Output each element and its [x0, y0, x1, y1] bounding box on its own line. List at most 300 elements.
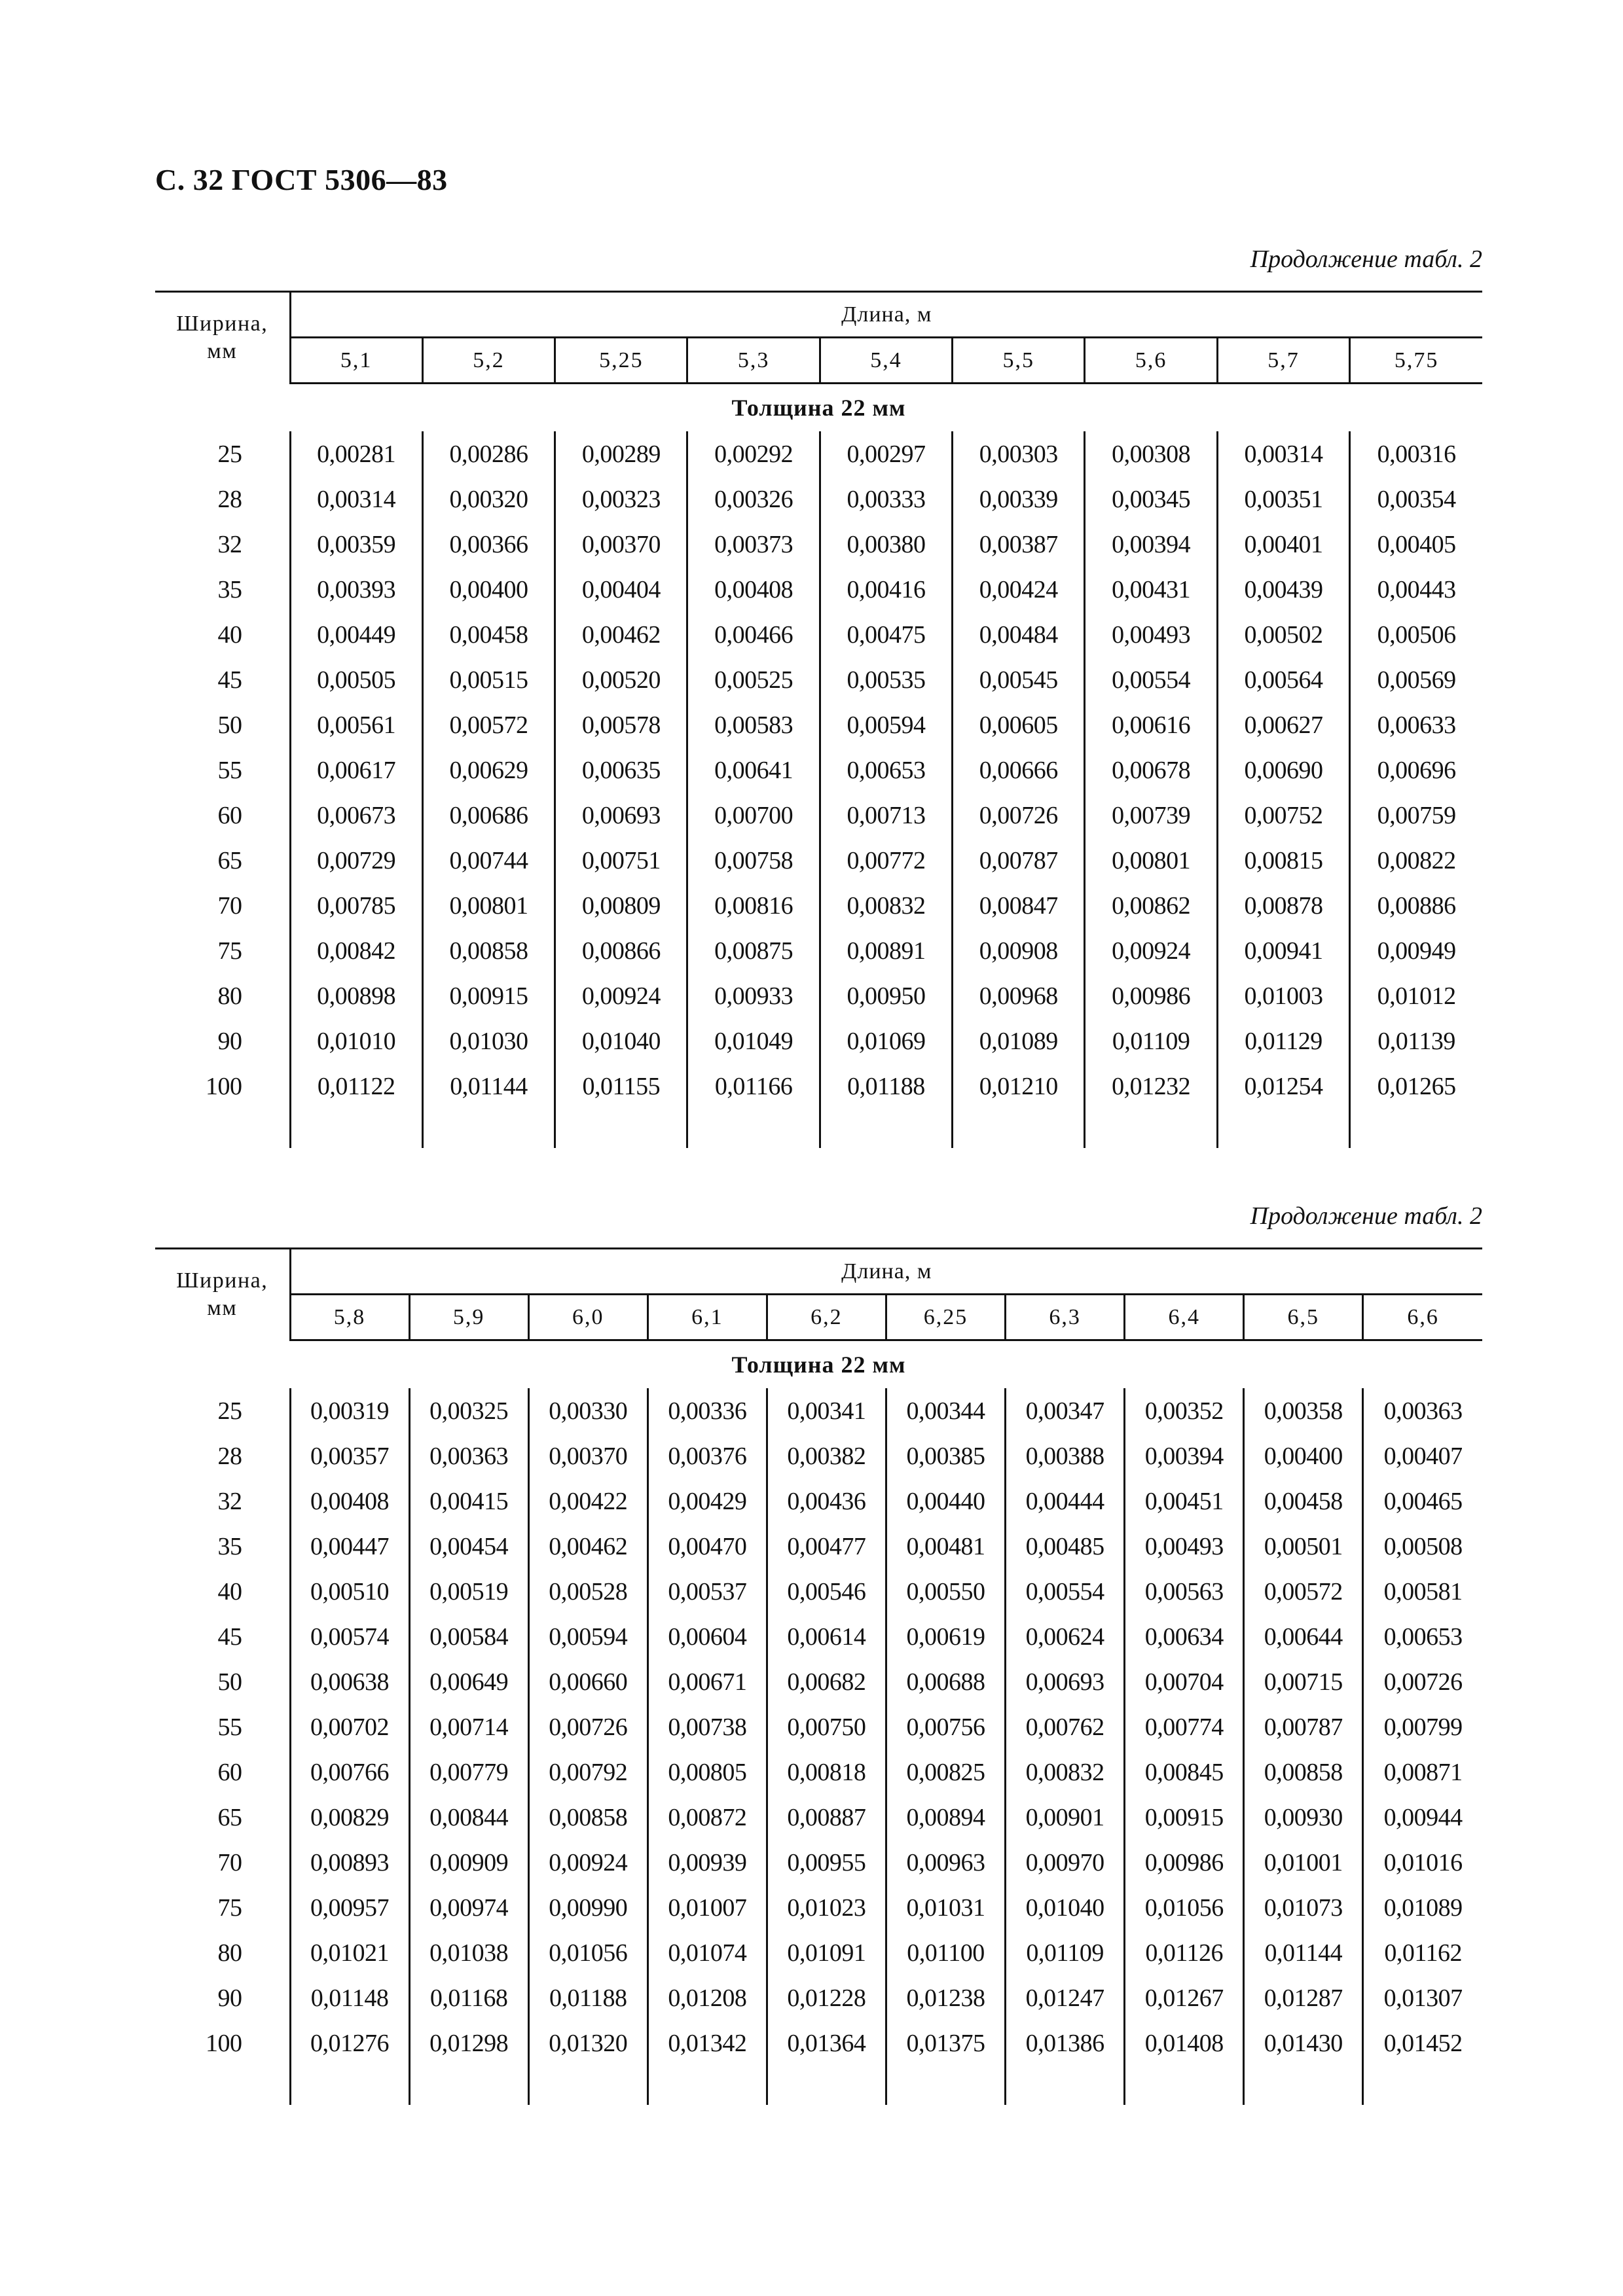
volume-cell: 0,01162 [1363, 1930, 1482, 1975]
volume-cell: 0,01040 [555, 1018, 687, 1064]
volume-cell: 0,00875 [687, 928, 820, 973]
volume-cell: 0,01012 [1350, 973, 1482, 1018]
volume-cell: 0,01010 [290, 1018, 422, 1064]
width-cell: 100 [206, 1072, 242, 1100]
volume-cell: 0,00394 [1125, 1433, 1244, 1479]
volume-cell: 0,01320 [528, 2020, 647, 2066]
volume-cell: 0,01003 [1217, 973, 1349, 1018]
volume-cell: 0,01375 [886, 2020, 1005, 2066]
volume-cell: 0,00858 [422, 928, 555, 973]
width-cell: 32 [217, 530, 242, 558]
volume-cell: 0,01232 [1085, 1064, 1217, 1109]
thickness-label: Толщина 22 мм [731, 395, 906, 421]
table-row [155, 657, 1482, 702]
volume-cell: 0,00702 [290, 1704, 409, 1749]
width-cell: 70 [217, 891, 242, 920]
length-header-cell: 6,1 [647, 1295, 767, 1340]
table-row [155, 747, 1482, 793]
length-column-group-header: Длина, м [290, 292, 1482, 338]
volume-cell: 0,00866 [555, 928, 687, 973]
volume-cell: 0,01247 [1006, 1975, 1125, 2020]
volume-cell: 0,00799 [1363, 1704, 1482, 1749]
volume-cell: 0,00696 [1350, 747, 1482, 793]
volume-cell: 0,00818 [767, 1749, 886, 1795]
volume-cell: 0,00792 [528, 1749, 647, 1795]
volume-cell: 0,00408 [687, 567, 820, 612]
volume-cell: 0,00416 [820, 567, 952, 612]
table-row [155, 793, 1482, 838]
table-row [155, 1018, 1482, 1064]
length-header-cell: 5,5 [953, 338, 1085, 384]
thickness-row [155, 1340, 1482, 1389]
volume-cell: 0,00424 [953, 567, 1085, 612]
volume-cell: 0,00990 [528, 1885, 647, 1930]
volume-cell: 0,00449 [290, 612, 422, 657]
volume-cell: 0,01144 [1244, 1930, 1363, 1975]
volume-cell: 0,00729 [290, 838, 422, 883]
volume-cell: 0,00352 [1125, 1388, 1244, 1433]
table-row [155, 1569, 1482, 1614]
length-header-cell: 5,2 [422, 338, 555, 384]
volume-cell: 0,00475 [820, 612, 952, 657]
volume-cell: 0,00653 [1363, 1614, 1482, 1659]
volume-cell: 0,00344 [886, 1388, 1005, 1433]
volume-cell: 0,00431 [1085, 567, 1217, 612]
padding-cell [1350, 1109, 1482, 1148]
table-row [155, 1388, 1482, 1433]
length-header-cell: 5,75 [1350, 338, 1482, 384]
volume-cell: 0,00930 [1244, 1795, 1363, 1840]
volume-cell: 0,00370 [528, 1433, 647, 1479]
volume-cell: 0,00908 [953, 928, 1085, 973]
volume-cell: 0,00968 [953, 973, 1085, 1018]
table-row [155, 1930, 1482, 1975]
volume-cell: 0,00292 [687, 431, 820, 476]
width-cell: 90 [217, 1984, 242, 2012]
volume-cell: 0,00286 [422, 431, 555, 476]
length-header-cell: 6,25 [886, 1295, 1005, 1340]
volume-cell: 0,00320 [422, 476, 555, 522]
length-header-cell: 6,0 [528, 1295, 647, 1340]
volume-cell: 0,00939 [647, 1840, 767, 1885]
volume-cell: 0,00439 [1217, 567, 1349, 612]
width-cell: 50 [217, 711, 242, 739]
volume-cell: 0,01166 [687, 1064, 820, 1109]
volume-cell: 0,00594 [528, 1614, 647, 1659]
volume-cell: 0,01021 [290, 1930, 409, 1975]
volume-cell: 0,00688 [886, 1659, 1005, 1704]
volume-cell: 0,00673 [290, 793, 422, 838]
volume-cell: 0,00388 [1006, 1433, 1125, 1479]
volume-cell: 0,00847 [953, 883, 1085, 928]
table-row [155, 1479, 1482, 1524]
length-header-cell: 5,7 [1217, 338, 1349, 384]
volume-cell: 0,00429 [647, 1479, 767, 1524]
table-row [155, 431, 1482, 476]
volume-cell: 0,01030 [422, 1018, 555, 1064]
volume-cell: 0,00641 [687, 747, 820, 793]
padding-cell [953, 1109, 1085, 1148]
volume-cell: 0,00862 [1085, 883, 1217, 928]
width-cell: 45 [217, 666, 242, 694]
volume-cell: 0,00537 [647, 1569, 767, 1614]
volume-cell: 0,00319 [290, 1388, 409, 1433]
volume-cell: 0,00915 [1125, 1795, 1244, 1840]
volume-cell: 0,00415 [409, 1479, 528, 1524]
width-cell: 40 [217, 1577, 242, 1605]
volume-cell: 0,00436 [767, 1479, 886, 1524]
volume-cell: 0,00440 [886, 1479, 1005, 1524]
volume-cell: 0,00501 [1244, 1524, 1363, 1569]
volume-cell: 0,00627 [1217, 702, 1349, 747]
volume-cell: 0,01386 [1006, 2020, 1125, 2066]
volume-cell: 0,01001 [1244, 1840, 1363, 1885]
volume-cell: 0,01031 [886, 1885, 1005, 1930]
width-cell: 75 [217, 1893, 242, 1922]
volume-cell: 0,00525 [687, 657, 820, 702]
volume-cell: 0,00564 [1217, 657, 1349, 702]
volume-cell: 0,00323 [555, 476, 687, 522]
volume-cell: 0,00726 [953, 793, 1085, 838]
volume-cell: 0,00629 [422, 747, 555, 793]
volume-cell: 0,00787 [1244, 1704, 1363, 1749]
volume-cell: 0,00407 [1363, 1433, 1482, 1479]
table-row [155, 973, 1482, 1018]
volume-cell: 0,00633 [1350, 702, 1482, 747]
volume-cell: 0,00574 [290, 1614, 409, 1659]
length-header-cell: 5,1 [290, 338, 422, 384]
volume-cell: 0,00289 [555, 431, 687, 476]
table-row [155, 1433, 1482, 1479]
table-row [155, 476, 1482, 522]
volume-cell: 0,00351 [1217, 476, 1349, 522]
volume-cell: 0,00447 [290, 1524, 409, 1569]
volume-cell: 0,00700 [687, 793, 820, 838]
width-column-header: Ширина, мм [155, 292, 290, 384]
volume-cell: 0,00477 [767, 1524, 886, 1569]
length-header-cell: 6,5 [1244, 1295, 1363, 1340]
volume-cell: 0,00924 [1085, 928, 1217, 973]
volume-cell: 0,00462 [555, 612, 687, 657]
volume-cell: 0,00944 [1363, 1795, 1482, 1840]
volume-cell: 0,00715 [1244, 1659, 1363, 1704]
weight-table-1 [155, 291, 1482, 1148]
volume-cell: 0,00443 [1350, 567, 1482, 612]
table-row [155, 1704, 1482, 1749]
volume-cell: 0,01038 [409, 1930, 528, 1975]
volume-cell: 0,00774 [1125, 1704, 1244, 1749]
table-row [155, 702, 1482, 747]
volume-cell: 0,00376 [647, 1433, 767, 1479]
volume-cell: 0,00393 [290, 567, 422, 612]
volume-cell: 0,00619 [886, 1614, 1005, 1659]
volume-cell: 0,00485 [1006, 1524, 1125, 1569]
volume-cell: 0,00758 [687, 838, 820, 883]
volume-cell: 0,00506 [1350, 612, 1482, 657]
volume-cell: 0,01122 [290, 1064, 422, 1109]
volume-cell: 0,01056 [528, 1930, 647, 1975]
volume-cell: 0,00370 [555, 522, 687, 567]
table-row [155, 1840, 1482, 1885]
thickness-row [155, 384, 1482, 432]
volume-cell: 0,00714 [409, 1704, 528, 1749]
volume-cell: 0,01298 [409, 2020, 528, 2066]
width-cell: 35 [217, 1532, 242, 1560]
volume-cell: 0,00563 [1125, 1569, 1244, 1614]
volume-cell: 0,00829 [290, 1795, 409, 1840]
volume-cell: 0,00387 [953, 522, 1085, 567]
volume-cell: 0,01155 [555, 1064, 687, 1109]
volume-cell: 0,00333 [820, 476, 952, 522]
length-values-row [155, 1295, 1482, 1340]
table-row [155, 1064, 1482, 1109]
length-header-cell: 6,3 [1006, 1295, 1125, 1340]
width-cell: 28 [217, 1442, 242, 1470]
width-cell: 32 [217, 1487, 242, 1515]
volume-cell: 0,00366 [422, 522, 555, 567]
length-header-cell: 5,3 [687, 338, 820, 384]
volume-cell: 0,01023 [767, 1885, 886, 1930]
volume-cell: 0,00832 [1006, 1749, 1125, 1795]
table-row [155, 1795, 1482, 1840]
volume-cell: 0,00616 [1085, 702, 1217, 747]
volume-cell: 0,00726 [1363, 1659, 1482, 1704]
volume-cell: 0,00583 [687, 702, 820, 747]
volume-cell: 0,01139 [1350, 1018, 1482, 1064]
table-row [155, 1975, 1482, 2020]
volume-cell: 0,00373 [687, 522, 820, 567]
volume-cell: 0,00766 [290, 1749, 409, 1795]
volume-cell: 0,00550 [886, 1569, 1005, 1614]
volume-cell: 0,00924 [528, 1840, 647, 1885]
width-cell: 75 [217, 937, 242, 965]
header-row [155, 1249, 1482, 1295]
volume-cell: 0,00363 [409, 1433, 528, 1479]
volume-cell: 0,01267 [1125, 1975, 1244, 2020]
volume-cell: 0,01307 [1363, 1975, 1482, 2020]
table-row [155, 1749, 1482, 1795]
volume-cell: 0,00354 [1350, 476, 1482, 522]
width-cell: 70 [217, 1848, 242, 1876]
table-bottom-padding [155, 2066, 1482, 2105]
table-row [155, 612, 1482, 657]
volume-cell: 0,01287 [1244, 1975, 1363, 2020]
volume-cell: 0,00394 [1085, 522, 1217, 567]
width-cell: 28 [217, 485, 242, 513]
volume-cell: 0,00750 [767, 1704, 886, 1749]
width-cell: 65 [217, 846, 242, 874]
volume-cell: 0,00330 [528, 1388, 647, 1433]
table-row [155, 2020, 1482, 2066]
volume-cell: 0,00451 [1125, 1479, 1244, 1524]
length-header-cell: 6,6 [1363, 1295, 1482, 1340]
volume-cell: 0,00801 [1085, 838, 1217, 883]
volume-cell: 0,00380 [820, 522, 952, 567]
volume-cell: 0,01210 [953, 1064, 1085, 1109]
table-row [155, 1524, 1482, 1569]
volume-cell: 0,00693 [555, 793, 687, 838]
volume-cell: 0,01228 [767, 1975, 886, 2020]
padding-cell [1244, 2066, 1363, 2105]
table-bottom-padding [155, 1109, 1482, 1148]
volume-cell: 0,00520 [555, 657, 687, 702]
volume-cell: 0,00693 [1006, 1659, 1125, 1704]
width-cell: 55 [217, 756, 242, 784]
volume-cell: 0,00535 [820, 657, 952, 702]
volume-cell: 0,00385 [886, 1433, 1005, 1479]
volume-cell: 0,00756 [886, 1704, 1005, 1749]
volume-cell: 0,00546 [767, 1569, 886, 1614]
volume-cell: 0,01109 [1006, 1930, 1125, 1975]
volume-cell: 0,00894 [886, 1795, 1005, 1840]
padding-cell [687, 1109, 820, 1148]
volume-cell: 0,00891 [820, 928, 952, 973]
header-row [155, 292, 1482, 338]
volume-cell: 0,01364 [767, 2020, 886, 2066]
table-row [155, 567, 1482, 612]
volume-cell: 0,01144 [422, 1064, 555, 1109]
length-header-cell: 6,4 [1125, 1295, 1244, 1340]
volume-cell: 0,00454 [409, 1524, 528, 1569]
volume-cell: 0,00572 [1244, 1569, 1363, 1614]
padding-cell [290, 2066, 409, 2105]
volume-cell: 0,00752 [1217, 793, 1349, 838]
volume-cell: 0,00528 [528, 1569, 647, 1614]
volume-cell: 0,01100 [886, 1930, 1005, 1975]
volume-cell: 0,00949 [1350, 928, 1482, 973]
volume-cell: 0,00739 [1085, 793, 1217, 838]
volume-cell: 0,00963 [886, 1840, 1005, 1885]
table-row [155, 883, 1482, 928]
volume-cell: 0,00359 [290, 522, 422, 567]
volume-cell: 0,01126 [1125, 1930, 1244, 1975]
volume-cell: 0,00955 [767, 1840, 886, 1885]
padding-cell [1217, 1109, 1349, 1148]
volume-cell: 0,00363 [1363, 1388, 1482, 1433]
padding-cell [555, 1109, 687, 1148]
volume-cell: 0,00690 [1217, 747, 1349, 793]
volume-cell: 0,00671 [647, 1659, 767, 1704]
volume-cell: 0,00872 [647, 1795, 767, 1840]
width-cell: 35 [217, 575, 242, 603]
width-cell: 60 [217, 1758, 242, 1786]
volume-cell: 0,00326 [687, 476, 820, 522]
table-row [155, 1659, 1482, 1704]
volume-cell: 0,00341 [767, 1388, 886, 1433]
padding-cell [1363, 2066, 1482, 2105]
volume-cell: 0,00605 [953, 702, 1085, 747]
volume-cell: 0,00405 [1350, 522, 1482, 567]
volume-cell: 0,00594 [820, 702, 952, 747]
volume-cell: 0,00444 [1006, 1479, 1125, 1524]
volume-cell: 0,00316 [1350, 431, 1482, 476]
length-header-cell: 6,2 [767, 1295, 886, 1340]
volume-cell: 0,00822 [1350, 838, 1482, 883]
volume-cell: 0,00624 [1006, 1614, 1125, 1659]
volume-cell: 0,01452 [1363, 2020, 1482, 2066]
volume-cell: 0,00809 [555, 883, 687, 928]
volume-cell: 0,00635 [555, 747, 687, 793]
volume-cell: 0,00493 [1125, 1524, 1244, 1569]
padding-cell [528, 2066, 647, 2105]
length-header-cell: 5,4 [820, 338, 952, 384]
volume-cell: 0,00358 [1244, 1388, 1363, 1433]
volume-cell: 0,00357 [290, 1433, 409, 1479]
volume-cell: 0,00336 [647, 1388, 767, 1433]
volume-cell: 0,01056 [1125, 1885, 1244, 1930]
table-row [155, 522, 1482, 567]
volume-cell: 0,00801 [422, 883, 555, 928]
thickness-label: Толщина 22 мм [731, 1352, 906, 1378]
volume-cell: 0,01069 [820, 1018, 952, 1064]
volume-cell: 0,00515 [422, 657, 555, 702]
volume-cell: 0,00909 [409, 1840, 528, 1885]
volume-cell: 0,01265 [1350, 1064, 1482, 1109]
volume-cell: 0,00481 [886, 1524, 1005, 1569]
volume-cell: 0,00886 [1350, 883, 1482, 928]
volume-cell: 0,00510 [290, 1569, 409, 1614]
volume-cell: 0,00744 [422, 838, 555, 883]
volume-cell: 0,00339 [953, 476, 1085, 522]
padding-cell [1125, 2066, 1244, 2105]
width-cell: 65 [217, 1803, 242, 1831]
width-cell: 80 [217, 1939, 242, 1967]
weight-table-2 [155, 1247, 1482, 2105]
volume-cell: 0,00617 [290, 747, 422, 793]
volume-cell: 0,00303 [953, 431, 1085, 476]
volume-cell: 0,00858 [1244, 1749, 1363, 1795]
volume-cell: 0,00970 [1006, 1840, 1125, 1885]
length-column-group-header: Длина, м [290, 1249, 1482, 1295]
length-header-cell: 5,9 [409, 1295, 528, 1340]
volume-cell: 0,00762 [1006, 1704, 1125, 1749]
volume-cell: 0,00957 [290, 1885, 409, 1930]
volume-cell: 0,01188 [820, 1064, 952, 1109]
volume-cell: 0,00466 [687, 612, 820, 657]
continuation-note-2: Продолжение табл. 2 [1250, 1202, 1482, 1230]
padding-cell [886, 2066, 1005, 2105]
volume-cell: 0,00832 [820, 883, 952, 928]
volume-cell: 0,00400 [1244, 1433, 1363, 1479]
volume-cell: 0,00751 [555, 838, 687, 883]
volume-cell: 0,01238 [886, 1975, 1005, 2020]
volume-cell: 0,00308 [1085, 431, 1217, 476]
width-cell: 45 [217, 1623, 242, 1651]
volume-cell: 0,00666 [953, 747, 1085, 793]
volume-cell: 0,00508 [1363, 1524, 1482, 1569]
page-header: С. 32 ГОСТ 5306—83 [155, 163, 448, 196]
volume-cell: 0,00915 [422, 973, 555, 1018]
volume-cell: 0,00572 [422, 702, 555, 747]
width-column-header: Ширина, мм [155, 1249, 290, 1340]
width-cell: 40 [217, 620, 242, 649]
volume-cell: 0,00986 [1125, 1840, 1244, 1885]
volume-cell: 0,00347 [1006, 1388, 1125, 1433]
table-row [155, 1885, 1482, 1930]
volume-cell: 0,01089 [1363, 1885, 1482, 1930]
volume-cell: 0,00458 [1244, 1479, 1363, 1524]
volume-cell: 0,00704 [1125, 1659, 1244, 1704]
volume-cell: 0,00345 [1085, 476, 1217, 522]
padding-cell [422, 1109, 555, 1148]
volume-cell: 0,00986 [1085, 973, 1217, 1018]
volume-cell: 0,00893 [290, 1840, 409, 1885]
width-cell: 100 [206, 2029, 242, 2057]
volume-cell: 0,00314 [290, 476, 422, 522]
table-row [155, 1614, 1482, 1659]
volume-cell: 0,01408 [1125, 2020, 1244, 2066]
volume-cell: 0,00604 [647, 1614, 767, 1659]
